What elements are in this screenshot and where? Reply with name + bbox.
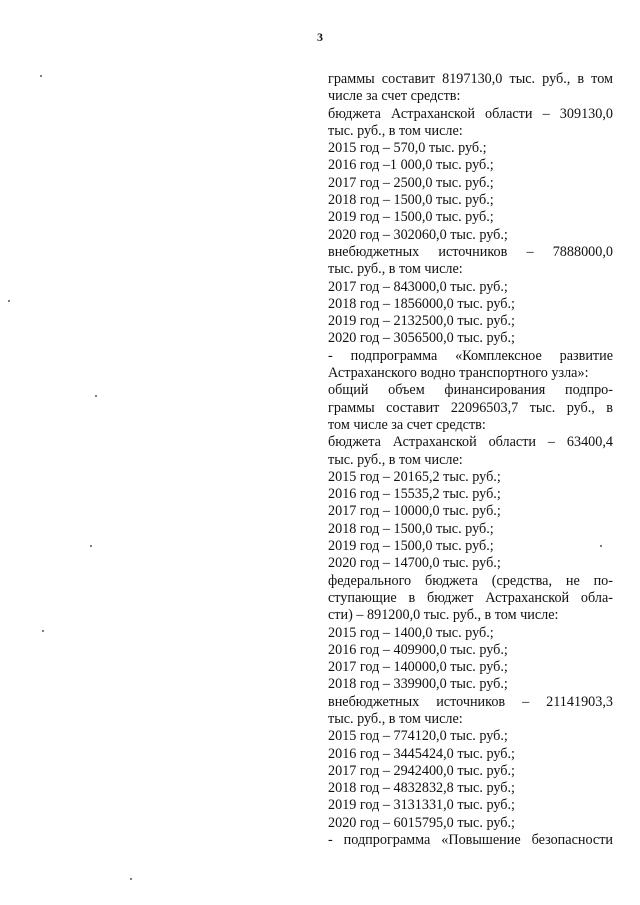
text-line: 2020 год – 14700,0 тыс. руб.; [328, 555, 501, 572]
text-line: сти) – 891200,0 тыс. руб., в том числе: [328, 607, 559, 624]
text-line: 2015 год – 774120,0 тыс. руб.; [328, 728, 508, 745]
text-line: 2016 год – 409900,0 тыс. руб.; [328, 641, 508, 658]
text-line: 2018 год – 4832832,8 тыс. руб.; [328, 780, 515, 797]
text-line: 2017 год – 843000,0 тыс. руб.; [328, 278, 508, 295]
text-line: 2017 год – 140000,0 тыс. руб.; [328, 659, 508, 676]
text-line: Астраханского водно транспортного узла»: [328, 365, 589, 382]
text-line: 2015 год – 570,0 тыс. руб.; [328, 140, 487, 157]
text-line: 2019 год – 3131331,0 тыс. руб.; [328, 797, 515, 814]
text-line: 2018 год – 1500,0 тыс. руб.; [328, 520, 494, 537]
scan-speck [95, 395, 97, 397]
text-line: федерального бюджета (средства, не по- [328, 572, 613, 589]
text-line: 2018 год – 339900,0 тыс. руб.; [328, 676, 508, 693]
text-line: 2018 год – 1500,0 тыс. руб.; [328, 192, 494, 209]
text-line: тыс. руб., в том числе: [328, 122, 463, 139]
scan-speck [90, 545, 92, 547]
scan-speck [40, 75, 42, 77]
text-line: 2017 год – 2500,0 тыс. руб.; [328, 174, 494, 191]
text-line: 2018 год – 1856000,0 тыс. руб.; [328, 295, 515, 312]
scan-speck [130, 878, 132, 880]
text-line: 2020 год – 3056500,0 тыс. руб.; [328, 330, 515, 347]
text-line: - подпрограмма «Повышение безопасности [328, 832, 613, 849]
text-line: 2017 год – 2942400,0 тыс. руб.; [328, 762, 515, 779]
text-line: тыс. руб., в том числе: [328, 451, 463, 468]
text-line: 2020 год – 302060,0 тыс. руб.; [328, 226, 508, 243]
text-line: ступающие в бюджет Астраханской обла- [328, 589, 613, 606]
text-line: общий объем финансирования подпро- [328, 382, 613, 399]
text-line: 2016 год – 15535,2 тыс. руб.; [328, 486, 501, 503]
text-line: числе за счет средств: [328, 88, 461, 105]
text-line: тыс. руб., в том числе: [328, 261, 463, 278]
text-line: 2017 год – 10000,0 тыс. руб.; [328, 503, 501, 520]
text-line: бюджета Астраханской области – 309130,0 [328, 105, 613, 122]
document-text-column [328, 71, 613, 849]
text-line: 2016 год –1 000,0 тыс. руб.; [328, 157, 494, 174]
text-line: 2016 год – 3445424,0 тыс. руб.; [328, 745, 515, 762]
text-line: внебюджетных источников – 21141903,3 [328, 693, 613, 710]
text-line: 2019 год – 2132500,0 тыс. руб.; [328, 313, 515, 330]
text-line: бюджета Астраханской области – 63400,4 [328, 434, 613, 451]
text-line: 2020 год – 6015795,0 тыс. руб.; [328, 814, 515, 831]
scan-speck [600, 545, 602, 547]
text-line: 2019 год – 1500,0 тыс. руб.; [328, 538, 494, 555]
scan-speck [42, 630, 44, 632]
text-line: внебюджетных источников – 7888000,0 [328, 243, 613, 260]
text-line: - подпрограмма «Комплексное развитие [328, 347, 613, 364]
text-line: тыс. руб., в том числе: [328, 710, 463, 727]
text-line: граммы составит 8197130,0 тыс. руб., в том [328, 71, 613, 87]
text-line: 2015 год – 20165,2 тыс. руб.; [328, 468, 501, 485]
scan-speck [8, 300, 10, 302]
text-line: том числе за счет средств: [328, 416, 486, 433]
text-line: 2019 год – 1500,0 тыс. руб.; [328, 209, 494, 226]
text-line: граммы составит 22096503,7 тыс. руб., в [328, 399, 613, 416]
page-number: 3 [317, 30, 323, 44]
text-line: 2015 год – 1400,0 тыс. руб.; [328, 624, 494, 641]
